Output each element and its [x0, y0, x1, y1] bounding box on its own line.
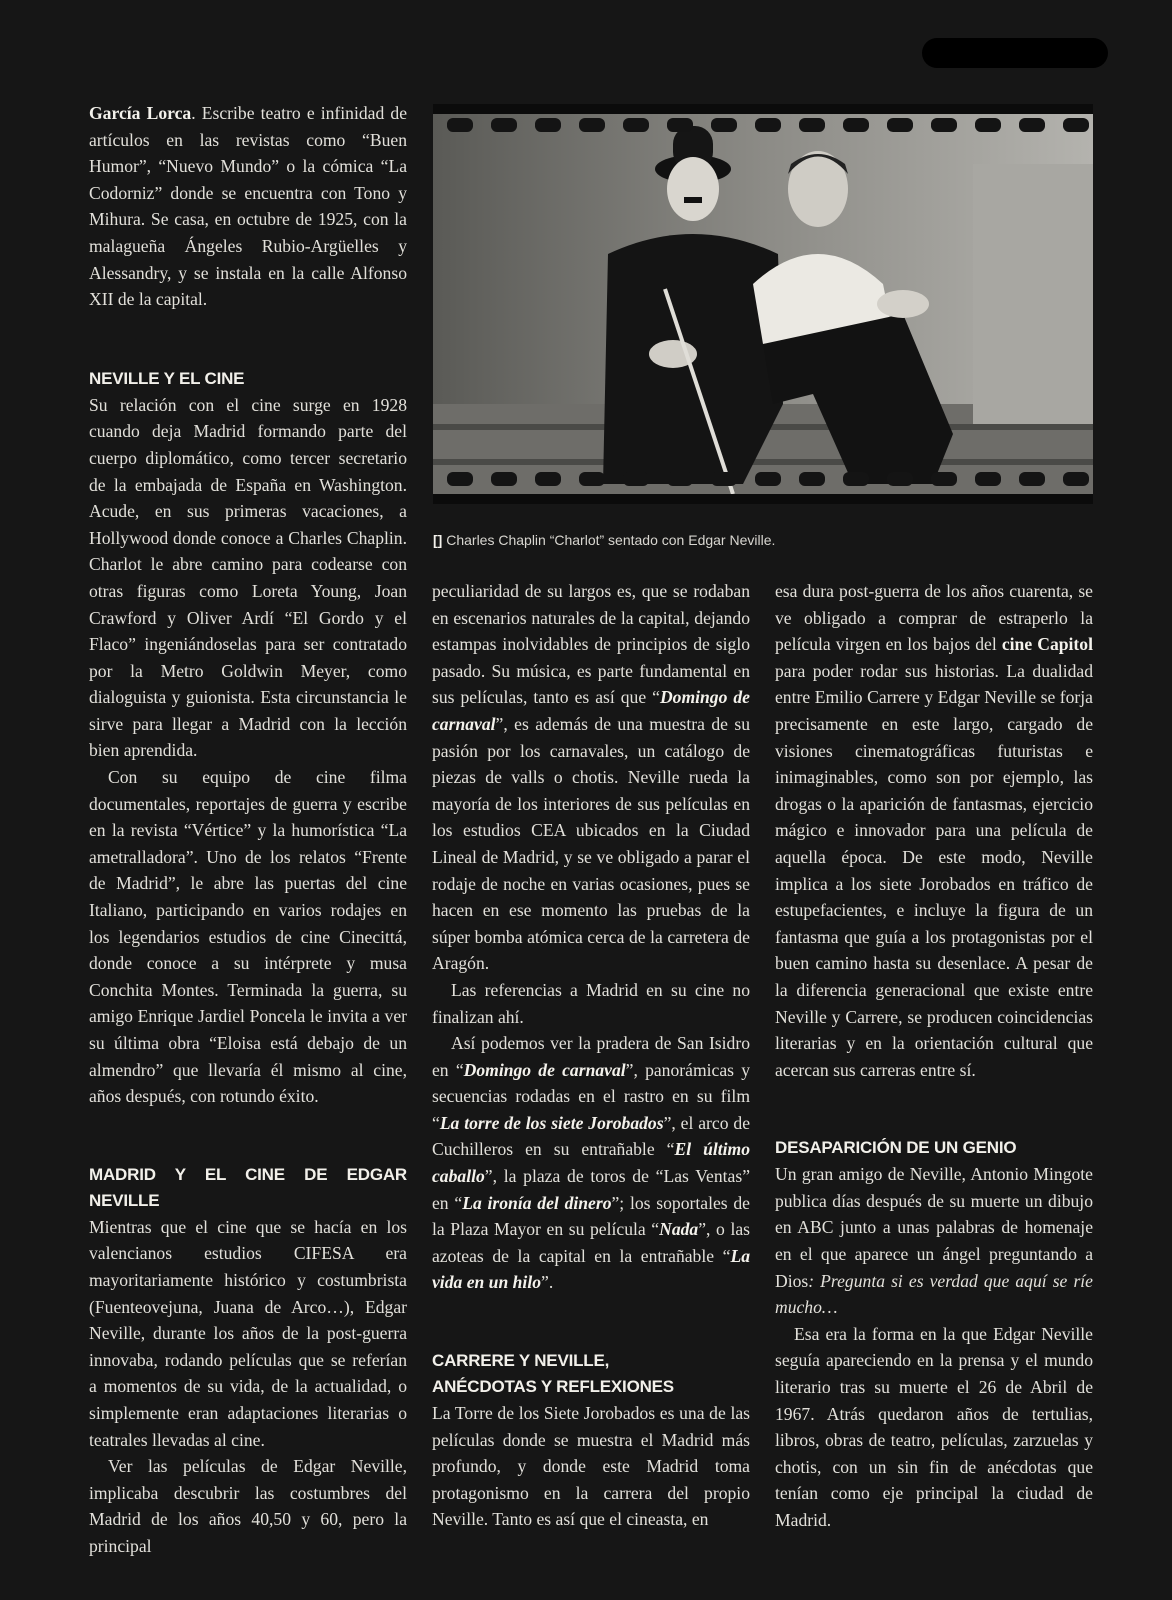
paragraph: Las referencias a Madrid en su cine no finalizan ahí.	[432, 979, 750, 1027]
film-title: Domingo de carnaval	[432, 687, 750, 734]
film-title: El último caballo	[432, 1139, 751, 1187]
section-heading-desaparicion: DESAPARICIÓN DE UN GENIO	[775, 1138, 1017, 1158]
paragraph: La Torre de los Siete Jorobados es una de las películas donde se muestra el Madrid más profundo, y donde este Madrid toma protagonismo en la carrera del propio Neville. Tanto es así que el cineasta, en	[432, 1403, 750, 1530]
paragraph: peculiaridad de su largos es, que se rodaban en escenarios naturales de la capital, dejando estampas inolvidables de principios de siglo pasado. Su música, es parte fundamental en sus películas, tanto es así que “Domingo de carnaval”, es además de una muestra de su pasión por los carnavales, un catálogo de piezas de valls o chotis. Neville rueda la mayoría de los interiores de sus películas en los estudios CEA ubicados en la Ciudad Lineal de Madrid, y se ve obligado a parar el rodaje de noche en varias ocasiones, pues se hacen en ese momento las pruebas de la súper bomba atómica cerca de la carretera de Aragón.	[432, 581, 750, 974]
paragraph: Mientras que el cine que se hacía en los valencianos estudios CIFESA era mayoritariamente histórico y costumbrista (Fuenteovejuna, Juana de Arco…), Edgar Neville, durante los años de la post-guerra innovaba, rodando películas que se referían a momentos de su vida, de la actualidad, o simplemente eran adaptaciones literarias o teatrales llevadas al cine.	[89, 1216, 407, 1450]
paragraph: Esa era la forma en la que Edgar Neville seguía apareciendo en la prensa y el mundo literario tras su muerte el 26 de Abril de 1967. Atrás quedaron años de tertulias, libros, obras de teatro, películas, zarzuelas y chotis, con un sin fin de anécdotas que tenían como eje principal la ciudad de Madrid.	[775, 1323, 1093, 1530]
film-strip-photo	[433, 104, 1093, 504]
column-3	[775, 578, 1093, 1534]
redaction-mark	[922, 38, 1108, 68]
paragraph: Su relación con el cine surge en 1928 cuando deja Madrid formando parte del cuerpo diplomático, como tercer secretario de la embajada de España en Washington. Acude, en sus primeras vacaciones, a Hollywood donde conoce a Charles Chaplin. Charlot le abre camino para codearse con otras figuras como Loreta Young, Joan Crawford y Oliver Ardí “El Gordo y el Flaco” ingeniándoselas para ser contratado por la Metro Goldwin Meyer, como dialoguista y guionista. Esta circunstancia le sirve para llegar a Madrid con la lección bien aprendida.	[89, 394, 407, 761]
paragraph: Ver las películas de Edgar Neville, implicaba descubrir las costumbres del Madrid de los años 40,50 y 60, pero la principal	[89, 1456, 407, 1556]
film-title: La vida en un hilo	[432, 1245, 750, 1293]
column-1	[89, 100, 407, 1560]
film-title: Nada	[659, 1219, 699, 1240]
film-title: La torre de los siete Jorobados	[439, 1112, 664, 1133]
photo-caption: [] Charles Chaplin “Charlot” sentado con Edgar Neville.	[433, 532, 776, 548]
quote: : Pregunta si es verdad que aquí se ríe mucho…	[775, 1270, 1093, 1318]
paragraph: esa dura post-guerra de los años cuarenta, se ve obligado a comprar de estraperlo la película virgen en los bajos del cine Capitol para poder rodar sus historias. La dualidad entre Emilio Carrere y Edgar Neville se forja precisamente en este largo, cargado de visiones cinematográficas futuristas e inimaginables, como son por ejemplo, las drogas o la aparición de fantasmas, ejercicio mágico e innovador para una película de aquella época. De este modo, Neville implica a los siete Jorobados en tráfico de estupefacientes, e incluye la figura de un fantasma que guía a los protagonistas por el buen camino hasta su desenlace. A pesar de la diferencia generacional que existe entre Neville y Carrere, se producen coincidencias literarias y en la orientación cultural que acercan sus carreras entre sí.	[775, 581, 1093, 1080]
film-title: Domingo de carnaval	[463, 1059, 626, 1080]
section-heading-neville-cine: NEVILLE Y EL CINE	[89, 368, 245, 388]
section-heading-madrid-cine: MADRID Y EL CINE DE EDGAR NEVILLE	[89, 1164, 407, 1210]
paragraph: Así podemos ver la pradera de San Isidro en “Domingo de carnaval”, panorámicas y secuencias rodadas en el rastro en su film “La torre de los siete Jorobados”, el arco de Cuchilleros en su entrañable “El último caballo”, la plaza de toros de “Las Ventas” en “La ironía del dinero”; los soportales de la Plaza Mayor en su película “Nada”, o las azoteas de la capital en la entrañable “La vida en un hilo”.	[432, 1033, 751, 1293]
photo-chaplin-neville	[433, 104, 1093, 504]
paragraph: Con su equipo de cine filma documentales, reportajes de guerra y escribe en la revista “Vértice” y la humorística “La ametralladora”. Uno de los relatos “Frente de Madrid”, le abre las puertas del cine Italiano, participando en varios rodajes en los legendarios estudios de cine Cinecittá, donde conoce a su intérprete y musa Conchita Montes. Terminada la guerra, su amigo Enrique Jardiel Poncela le invita a ver su última obra “Eloisa está debajo de un almendro” que llevaría él mismo al cine, años después, con rotundo éxito.	[89, 767, 407, 1107]
section-heading-carrere: CARRERE Y NEVILLE, ANÉCDOTAS Y REFLEXIONES	[432, 1351, 674, 1397]
paragraph: Un gran amigo de Neville, Antonio Mingote publica días después de su muerte un dibujo en ABC junto a unas palabras de homenaje en el que aparece un ángel preguntando a Dios: Pregunta si es verdad que aquí se ríe mucho…	[775, 1164, 1093, 1318]
film-title: La ironía del dinero	[462, 1192, 612, 1213]
column-2	[432, 578, 750, 1533]
intro-paragraph: García Lorca. Escribe teatro e infinidad de artículos en las revistas como “Buen Humor”, “Nuevo Mundo” o la cómica “La Codorniz” donde se encuentra con Tono y Mihura. Se casa, en octubre de 1925, con la malagueña Ángeles Rubio-Argüelles y Alessandry, y se instala en la calle Alfonso XII de la capital.	[89, 103, 407, 310]
